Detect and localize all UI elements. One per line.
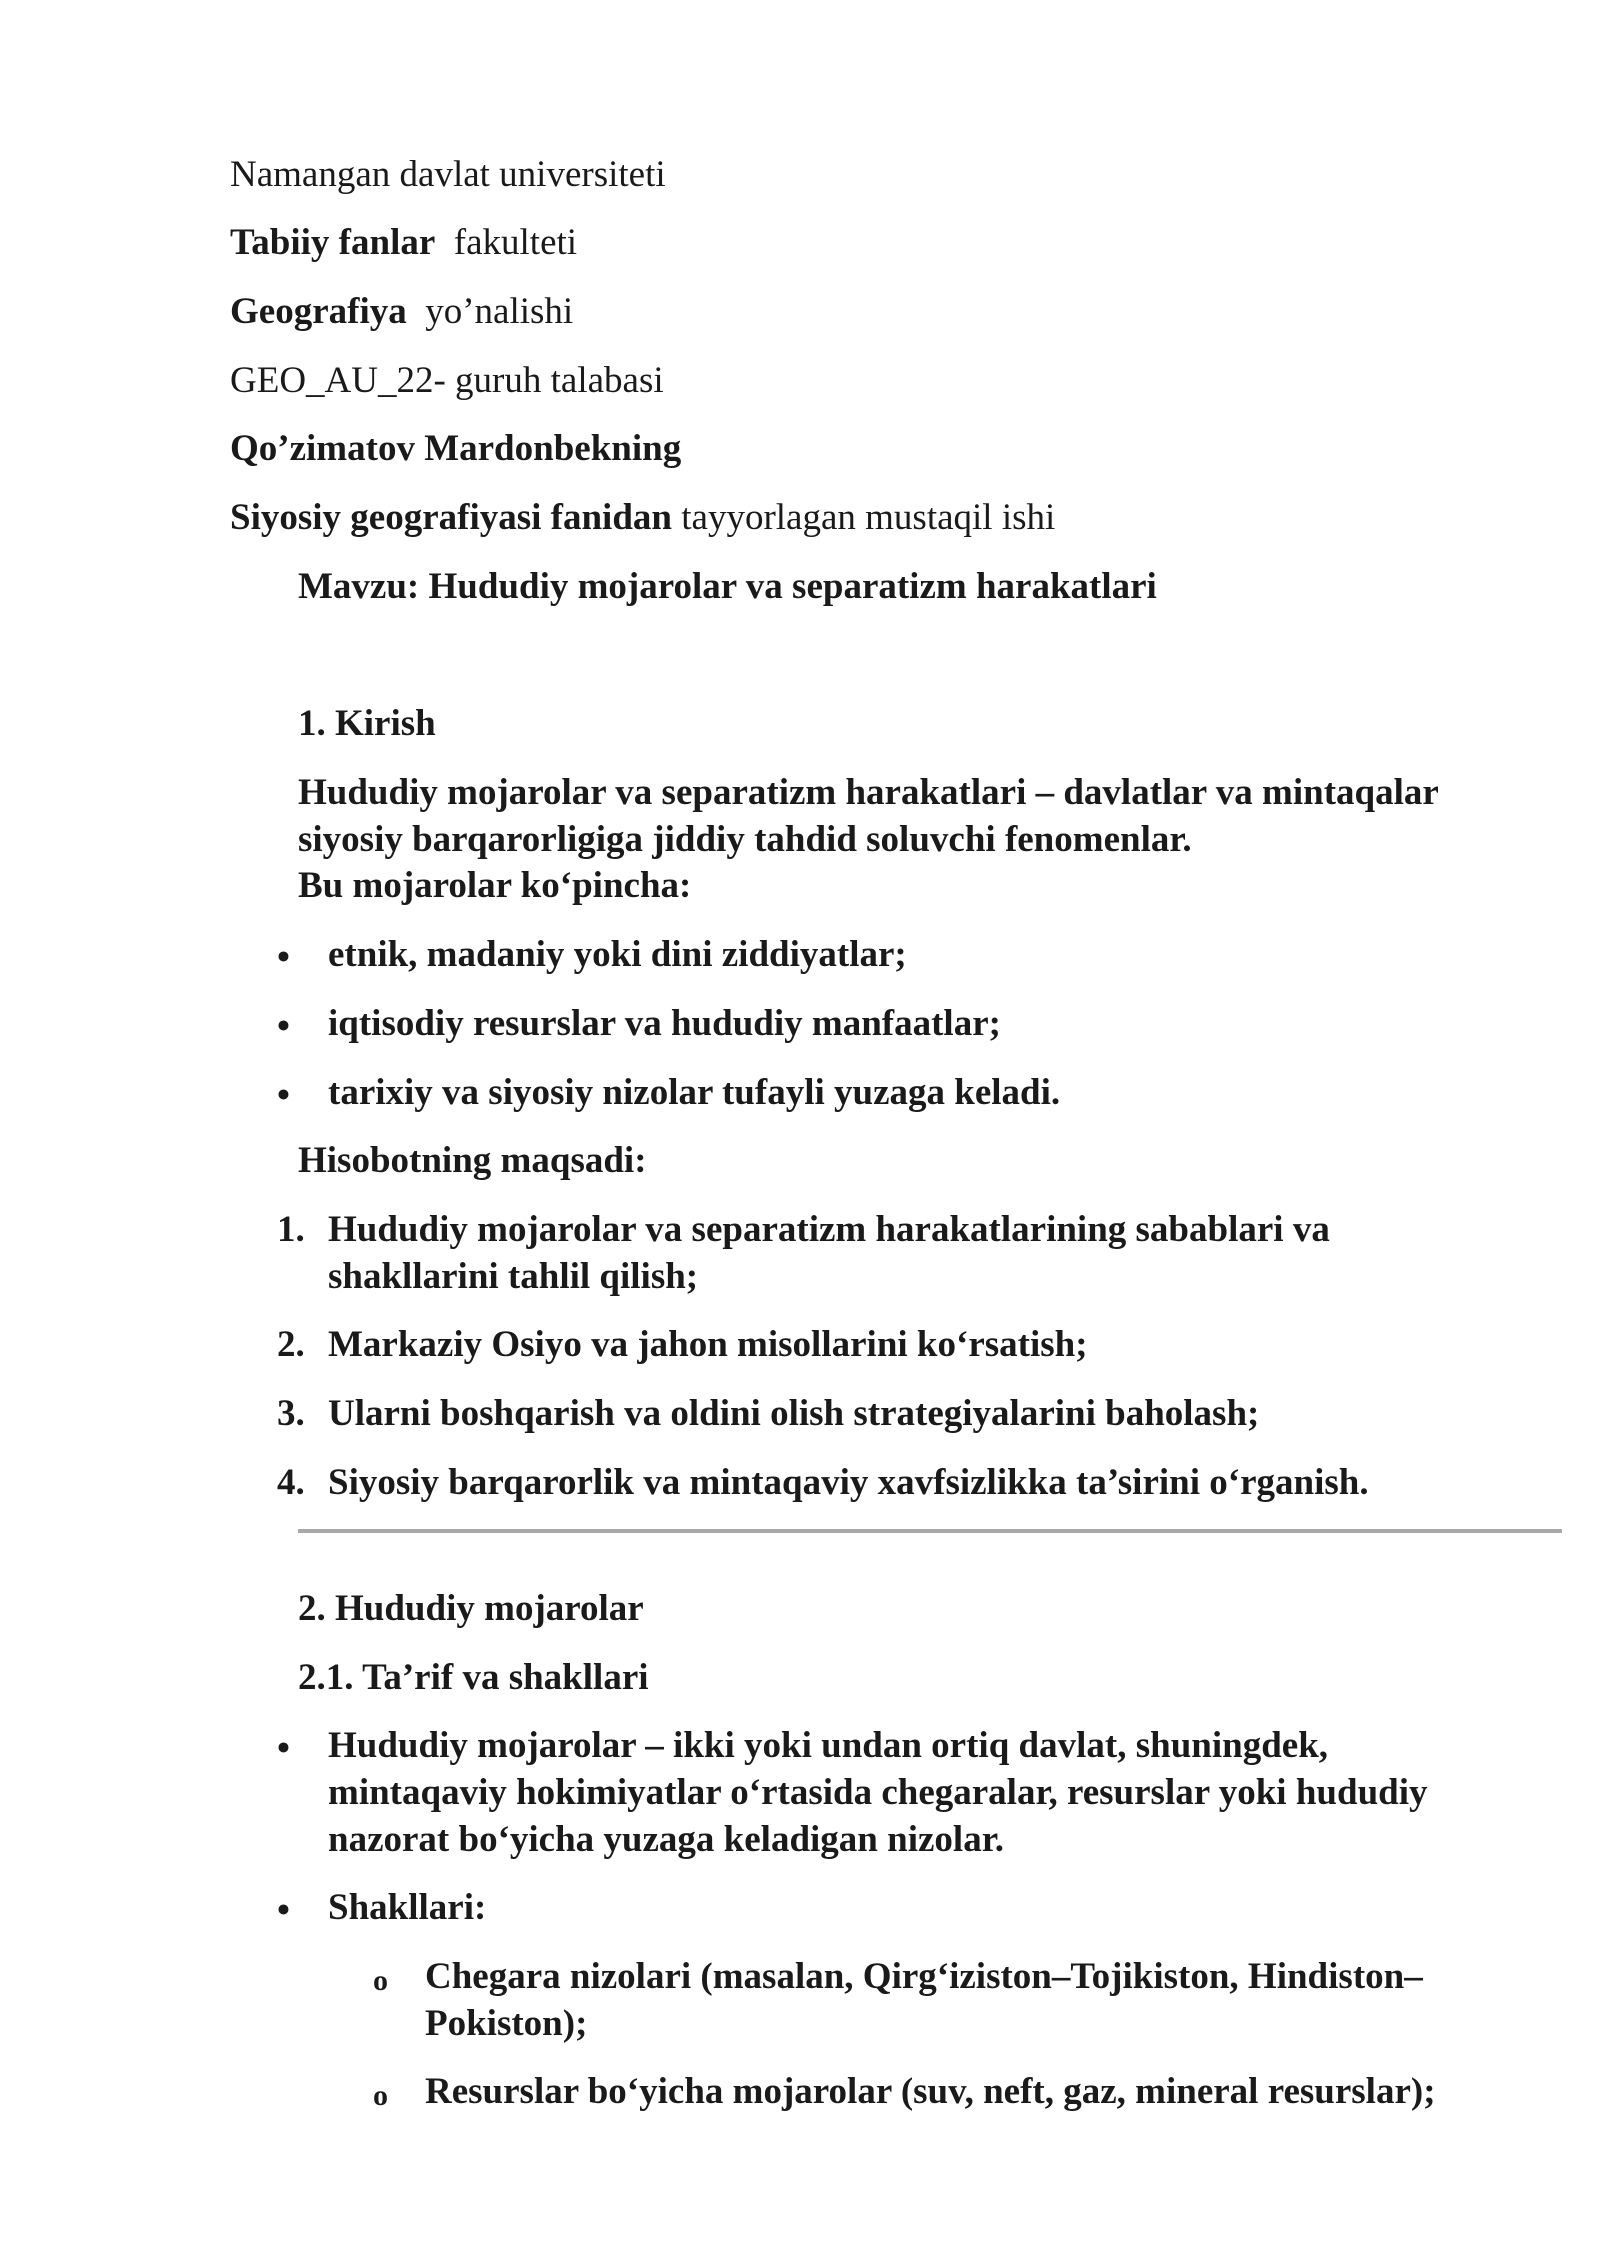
goal-item-line: Siyosiy barqarorlik va mintaqaviy xavfsizlikka ta’sirini o‘rganish. — [328, 1462, 1369, 1503]
goal-item-line: shakllarini tahlil qilish; — [328, 1256, 699, 1297]
faculty-suffix: fakulteti — [453, 222, 578, 263]
goal-number: 4. — [277, 1462, 305, 1503]
direction-suffix: yo’nalishi — [425, 291, 574, 332]
goals-heading: Hisobotning maqsadi: — [298, 1140, 647, 1181]
definition-line: nazorat bo‘yicha yuzaga keladigan nizolar. — [328, 1819, 1004, 1860]
definition-line: Hududiy mojarolar – ikki yoki undan ortiq davlat, shuningdek, — [328, 1725, 1329, 1766]
bullet-icon: • — [277, 1075, 290, 1116]
bullet-icon: • — [277, 1728, 290, 1769]
faculty-name: Tabiiy fanlar — [230, 222, 436, 263]
university-name: Namangan davlat universiteti — [230, 154, 666, 195]
faculty-line — [230, 220, 577, 266]
form-item-line: Pokiston); — [425, 2003, 588, 2044]
intro-line-1: Hududiy mojarolar va separatizm harakatlari – davlatlar va mintaqalar — [298, 772, 1439, 813]
section-2-heading: 2. Hududiy mojarolar — [298, 1588, 644, 1629]
form-item-line: Chegara nizolari (masalan, Qirg‘iziston–Tojikiston, Hindiston– — [425, 1956, 1423, 1997]
subject-name: Siyosiy geografiyasi fanidan — [230, 497, 672, 538]
subject-suffix: tayyorlagan mustaqil ishi — [681, 497, 1056, 538]
circle-bullet-icon: o — [373, 1964, 388, 1997]
intro-line-3: Bu mojarolar ko‘pincha: — [298, 865, 692, 906]
goal-number: 3. — [277, 1393, 305, 1434]
subject-line — [230, 495, 1055, 541]
goal-item-line: Ularni boshqarish va oldini olish strategiyalarini baholash; — [328, 1393, 1260, 1434]
group-line: GEO_AU_22- guruh talabasi — [230, 360, 664, 401]
goal-item-line: Markaziy Osiyo va jahon misollarini ko‘rsatish; — [328, 1324, 1088, 1365]
cause-item: etnik, madaniy yoki dini ziddiyatlar; — [328, 934, 907, 975]
section-2-1-heading: 2.1. Ta’rif va shakllari — [298, 1657, 649, 1698]
bullet-icon: • — [277, 1890, 290, 1931]
definition-line: mintaqaviy hokimiyatlar o‘rtasida chegaralar, resurslar yoki hududiy — [328, 1772, 1428, 1813]
cause-item: tarixiy va siyosiy nizolar tufayli yuzaga keladi. — [328, 1072, 1061, 1113]
direction-name: Geografiya — [230, 291, 407, 332]
horizontal-divider — [298, 1529, 1562, 1533]
topic-title: Mavzu: Hududiy mojarolar va separatizm harakatlari — [298, 566, 1157, 607]
bullet-icon: • — [277, 1006, 290, 1047]
form-item-line: Resurslar bo‘yicha mojarolar (suv, neft, gaz, mineral resurslar); — [425, 2071, 1436, 2112]
goal-number: 2. — [277, 1324, 305, 1365]
goal-number: 1. — [277, 1209, 305, 1250]
student-name: Qo’zimatov Mardonbekning — [230, 428, 682, 469]
forms-label: Shakllari: — [328, 1887, 487, 1928]
section-1-heading: 1. Kirish — [298, 703, 436, 744]
direction-line — [230, 289, 573, 335]
goal-item-line: Hududiy mojarolar va separatizm harakatlarining sabablari va — [328, 1209, 1330, 1250]
circle-bullet-icon: o — [373, 2079, 388, 2112]
intro-line-2: siyosiy barqarorligiga jiddiy tahdid soluvchi fenomenlar. — [298, 819, 1192, 860]
bullet-icon: • — [277, 937, 290, 978]
cause-item: iqtisodiy resurslar va hududiy manfaatlar; — [328, 1003, 1001, 1044]
